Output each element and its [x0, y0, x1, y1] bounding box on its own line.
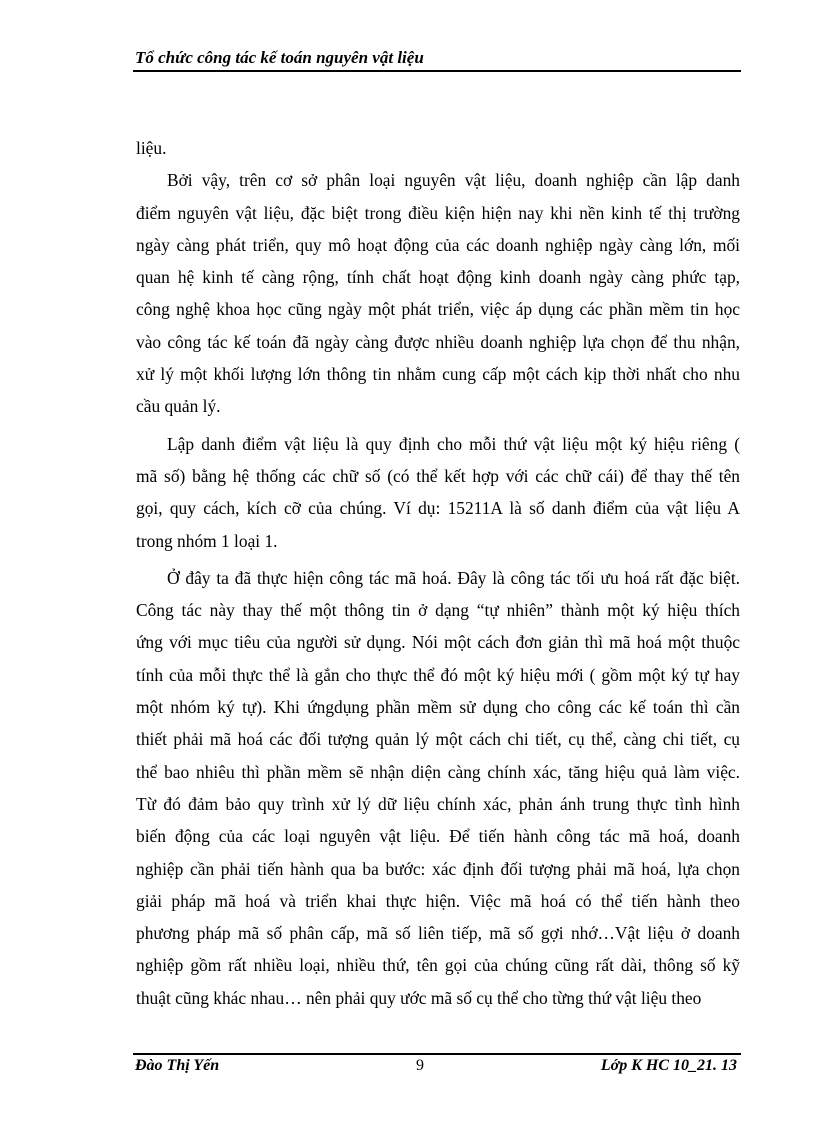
- footer-divider: [133, 1053, 741, 1055]
- text-line: phương pháp mã số phân cấp, mã số liên tiếp, mã số gợi nhớ…Vật liệu ở doanh: [136, 923, 740, 944]
- text-line: nghiệp gồm rất nhiều loại, nhiều thứ, tên gọi của chúng cũng rất dài, thông số kỹ: [136, 955, 740, 976]
- text-line: xử lý một khối lượng lớn thông tin nhằm cung cấp một cách kịp thời nhất cho nhu: [136, 364, 740, 385]
- text-line: trong nhóm 1 loại 1.: [136, 530, 278, 551]
- text-line: gọi, quy cách, kích cỡ của chúng. Ví dụ: 15211A là số danh điểm của vật liệu A: [136, 498, 740, 519]
- paragraph: [136, 164, 740, 422]
- text-line: thể bao nhiêu thì phần mềm sẽ nhận diện càng chính xác, tăng hiệu quả làm việc.: [136, 761, 740, 782]
- text-line: điểm nguyên vật liệu, đặc biệt trong điều kiện hiện nay khi nền kinh tế thị trường: [136, 202, 740, 223]
- footer-author: Đào Thị Yến: [135, 1057, 220, 1074]
- paragraph: [136, 132, 740, 164]
- text-line: thiết phải mã hoá các đối tượng quản lý một cách chi tiết, cụ thể, càng chi tiết, cụ: [136, 729, 740, 750]
- text-line: liệu.: [136, 138, 167, 158]
- paragraph: [136, 428, 740, 557]
- footer-class-label: Lớp K HC 10_21. 13: [600, 1057, 737, 1074]
- page-header-title: Tổ chức công tác kế toán nguyên vật liệu: [135, 48, 424, 67]
- text-line: Ở đây ta đã thực hiện công tác mã hoá. Đây là công tác tối ưu hoá rất đặc biệt.: [167, 567, 740, 588]
- text-line: vào công tác kế toán đã ngày càng được nhiều doanh nghiệp lựa chọn để thu nhận,: [136, 331, 740, 352]
- text-line: cầu quản lý.: [136, 396, 221, 417]
- text-line: mã số) bằng hệ thống các chữ số (có thể kết hợp với các chữ cái) để thay thế tên: [136, 465, 740, 486]
- paragraph: [136, 562, 740, 1014]
- header-divider: [133, 70, 741, 72]
- text-line: ứng với mục tiêu của người sử dụng. Nói một cách đơn giản thì mã hoá một thuộc: [136, 632, 740, 653]
- text-line: thuật cũng khác nhau… nên phải quy ước mã số cụ thể cho từng thứ vật liệu theo: [136, 987, 702, 1008]
- text-line: Công tác này thay thế một thông tin ở dạng “tự nhiên” thành một ký hiệu thích: [136, 600, 740, 621]
- text-line: ngày càng phát triển, quy mô hoạt động của các doanh nghiệp ngày càng lớn, mối: [136, 234, 740, 255]
- text-line: giải pháp mã hoá và triển khai thực hiện. Việc mã hoá có thể tiến hành theo: [136, 890, 740, 911]
- text-line: công nghệ khoa học cũng ngày một phát triển, việc áp dụng các phần mềm tin học: [136, 299, 740, 320]
- page-number: 9: [416, 1057, 424, 1074]
- text-line: quan hệ kinh tế càng rộng, tính chất hoạt động kinh doanh ngày càng phức tạp,: [136, 267, 740, 288]
- text-line: Từ đó đảm bảo quy trình xử lý dữ liệu chính xác, phản ánh trung thực tình hình: [136, 793, 740, 814]
- text-line: Lập danh điểm vật liệu là quy định cho mỗi thứ vật liệu một ký hiệu riêng (: [167, 433, 740, 454]
- text-line: Bởi vậy, trên cơ sở phân loại nguyên vật liệu, doanh nghiệp cần lập danh: [167, 170, 740, 191]
- text-line: biến động của các loại nguyên vật liệu. Để tiến hành công tác mã hoá, doanh: [136, 826, 740, 847]
- text-line: một nhóm ký tự). Khi ứngdụng phần mềm sử dụng cho công các kế toán thì cần: [136, 697, 740, 718]
- document-body: [136, 132, 740, 1014]
- text-line: nghiệp cần phải tiến hành qua ba bước: xác định đối tượng phải mã hoá, lựa chọn: [136, 858, 740, 879]
- text-line: tính của mỗi thực thể là gắn cho thực thể đó một ký hiệu mới ( gồm một ký tự hay: [136, 664, 740, 685]
